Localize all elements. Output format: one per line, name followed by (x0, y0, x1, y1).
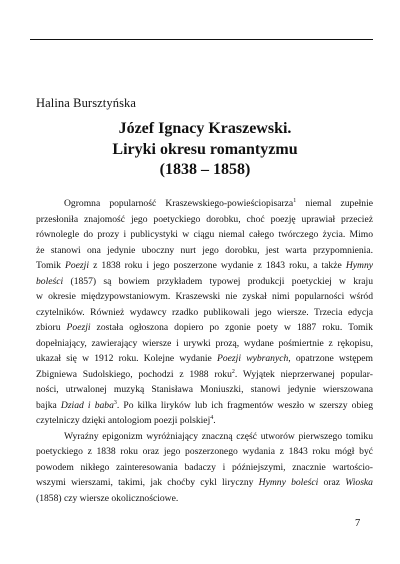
text-line: bajka Dziad i baba$^3$. Po kilka liryków lub ich fragmentów weszło w szerszy obieg (36, 399, 373, 411)
text-line: Ogromna popularność Kraszewskiego-powieściopisarza$^1$ niemal zupełnie (64, 198, 373, 209)
text-line: równolegle do prozy i publicystyki w ciągu niemal całego twórczego życia. Mimo (36, 229, 373, 240)
text-line: zbioru Poezji została ogłoszona dopiero po zgonie poety w 1887 roku. Tomik (36, 322, 373, 333)
text-line: (1858) czy wiersze okolicznościowe. (36, 492, 179, 504)
page-number: 7 (355, 518, 361, 529)
footnote-ref: 1 (293, 198, 297, 204)
text-line: w okresie międzypowstaniowym. Kraszewski nie zyskał nimi popularności wśród (36, 291, 373, 302)
text-line: boleści (1857) są bowiem przykładem typowej produkcji poetyckiej w kraju (36, 275, 373, 287)
title-line-3: (1838 – 1858) (159, 161, 251, 178)
text-line: czytelników. Również wydawcy rzadko publikowali jego wiersze. Trzecia edycja (36, 306, 373, 318)
article-title (36, 119, 374, 181)
text-line: Tomik Poezji z 1838 roku i jego poszerzone wydanie z 1843 roku, a także Hymny (36, 260, 373, 271)
text-line: Zbigniewa Sudolskiego, pochodzi z 1988 roku$^2$. Wyjątek nieprzerwanej popular- (36, 368, 373, 380)
text-line: powodem nikłego zainteresowania badaczy i późniejszymi, znacznie wartościo- (36, 461, 373, 473)
top-rule (30, 39, 373, 40)
footnote-ref: 3 (113, 399, 117, 406)
author-name: Halina Bursztyńska (36, 96, 137, 110)
text-line: Wyraźny epigonizm wyróżniający znaczną część utworów pierwszego tomiku (64, 430, 373, 442)
paragraph-1 (36, 196, 373, 429)
text-line: poetyckiego z 1838 roku oraz jego poszerzonego wydania z 1843 roku mógł być (36, 446, 373, 457)
paragraph-2 (36, 429, 373, 507)
title-line-2: Liryki okresu romantyzmu (112, 140, 298, 158)
text-line: ukazał się w 1912 roku. Kolejne wydanie Poezji wybranych, opatrzone wstępem (36, 353, 373, 364)
text-line: ności, utrwalonej muzyką Stanisława Moniuszki, stanowi jedynie wierszowana (36, 384, 373, 395)
title-line-1: Józef Ignacy Kraszewski. (118, 120, 292, 137)
text-line: czytelniczy dzięki antologiom poezji polskiej$^4$. (36, 415, 216, 426)
footnote-ref: 4 (210, 415, 214, 421)
text-line: wszymi wierszami, takimi, jak choćby cykl liryczny Hymny boleści oraz Wioska (36, 477, 373, 488)
footnote-ref: 2 (231, 368, 235, 375)
text-line: że stanowi ona jedynie uboczny nurt jego dorobku, jest warta przypomnienia. (36, 244, 373, 256)
text-line: przesłoniła znajomość jego poetyckiego dorobku, choć poezję uprawiał przecież (36, 213, 373, 225)
text-line: dopełniający, zawierający wiersze i urywki prozą, wydane pośmiertnie z rękopisu, (36, 337, 373, 349)
article-body (36, 196, 373, 506)
